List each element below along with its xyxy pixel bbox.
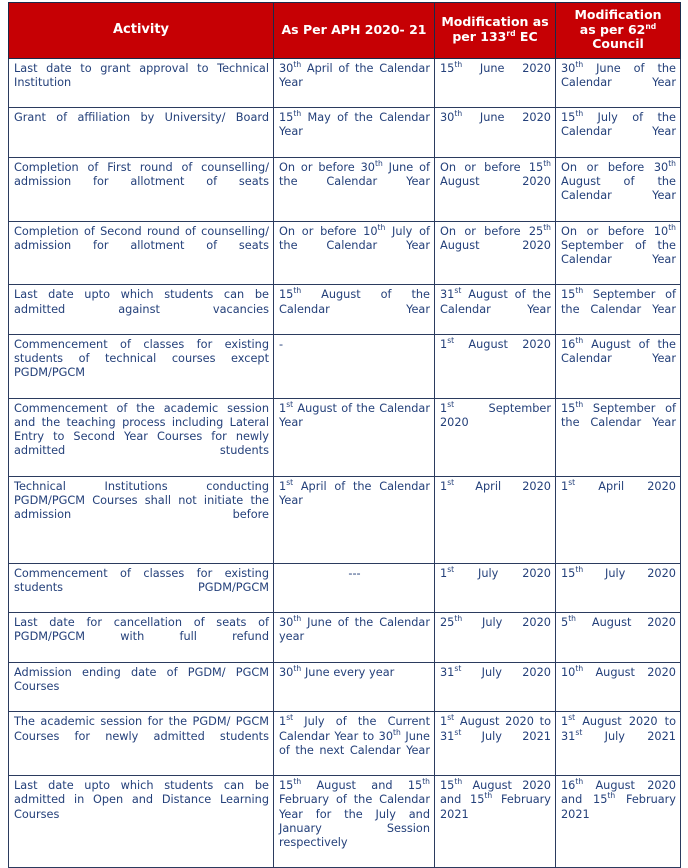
header-row [9, 3, 681, 59]
ordinal-suffix: st [454, 727, 462, 737]
table-row [9, 476, 681, 563]
ordinal-suffix: th [293, 59, 302, 69]
ordinal-suffix: th [575, 286, 584, 296]
cell-modification-133rd-ec: 31st July 2020 [435, 662, 556, 712]
ordinal-suffix: st [454, 286, 462, 296]
column-header-ec-line2-pre: per 133 [452, 28, 507, 44]
ordinal-suffix: st [447, 478, 455, 488]
cell-modification-133rd-ec: 25th July 2020 [435, 613, 556, 663]
cell-modification-133rd-ec: On or before 15th August 2020 [435, 157, 556, 221]
cell-activity: Commencement of the academic session and the teaching process including Lateral Entry to Second Year Courses for newly admitted students [9, 398, 274, 476]
cell-aph: --- [274, 563, 435, 613]
ordinal-suffix: th [454, 777, 463, 787]
cell-activity: Last date to grant approval to Technical Institution [9, 58, 274, 108]
cell-aph: 15th May of the Calendar Year [274, 108, 435, 158]
cell-activity: Last date for cancellation of seats of PGDM/PGCM with full refund [9, 613, 274, 663]
cell-modification-133rd-ec: 1st July 2020 [435, 563, 556, 613]
cell-modification-62nd-council: On or before 10th September of the Calendar Year [556, 221, 681, 285]
cell-modification-133rd-ec: On or before 25th August 2020 [435, 221, 556, 285]
cell-aph: - [274, 334, 435, 398]
cell-activity: Admission ending date of PGDM/ PGCM Courses [9, 662, 274, 712]
column-header-ec [435, 3, 556, 59]
cell-modification-62nd-council: 16th August 2020 and 15th February 2021 [556, 776, 681, 868]
ordinal-suffix: th [454, 109, 463, 119]
cell-modification-133rd-ec: 1st April 2020 [435, 476, 556, 563]
ordinal-suffix: th [393, 727, 401, 737]
column-header-aph-line1: As Per APH 2020- [281, 21, 405, 37]
ordinal-suffix: th [543, 222, 551, 232]
table-row [9, 563, 681, 613]
ordinal-suffix: th [377, 222, 386, 232]
table-row [9, 398, 681, 476]
ordinal-suffix: th [607, 791, 616, 801]
ordinal-suffix: st [447, 400, 455, 409]
column-header-activity: Activity [9, 3, 274, 59]
cell-activity: Commencement of classes for existing students of technical courses except PGDM/PGCM [9, 334, 274, 398]
table-row [9, 108, 681, 158]
table-row [9, 712, 681, 776]
ordinal-suffix: th [293, 664, 302, 674]
table-row [9, 58, 681, 108]
cell-activity: Completion of First round of counselling/ admission for allotment of seats [9, 157, 274, 221]
ordinal-suffix: st [568, 713, 576, 723]
cell-aph: 15th August and 15th February of the Calendar Year for the July and January Session respectively [274, 776, 435, 868]
cell-modification-62nd-council: 16th August of the Calendar Year [556, 334, 681, 398]
cell-aph: 30th April of the Calendar Year [274, 58, 435, 108]
ordinal-suffix: st [575, 727, 583, 737]
cell-activity: Completion of Second round of counselling/ admission for allotment of seats [9, 221, 274, 285]
cell-modification-62nd-council: On or before 30th August of the Calendar Year [556, 157, 681, 221]
table-row [9, 157, 681, 221]
cell-modification-133rd-ec: 15th August 2020 and 15th February 2021 [435, 776, 556, 868]
ordinal-suffix: th [374, 158, 383, 168]
cell-modification-133rd-ec: 31st August of the Calendar Year [435, 285, 556, 335]
column-header-council-line1: Modification [574, 7, 662, 22]
cell-aph: 1st July of the Current Calendar Year to 30th June of the next Calendar Year [274, 712, 435, 776]
cell-aph: 1st August of the Calendar Year [274, 398, 435, 476]
ordinal-suffix: st [447, 564, 455, 574]
cell-aph: 1st April of the Calendar Year [274, 476, 435, 563]
table-row [9, 285, 681, 335]
cell-modification-133rd-ec: 30th June 2020 [435, 108, 556, 158]
ordinal-suffix: th [484, 791, 493, 801]
ordinal-suffix: th [575, 564, 584, 574]
ordinal-suffix: th [293, 777, 302, 787]
ordinal-suffix: th [575, 59, 584, 69]
cell-activity: Last date upto which students can be admitted in Open and Distance Learning Courses [9, 776, 274, 868]
ordinal-suffix: th [293, 286, 302, 296]
ordinal-suffix: st [286, 478, 294, 488]
ordinal-suffix: th [668, 158, 676, 168]
ordinal-suffix: st [286, 713, 294, 723]
ordinal-suffix: th [422, 777, 430, 787]
column-header-aph [274, 3, 435, 59]
cell-aph: On or before 10th July of the Calendar Year [274, 221, 435, 285]
ordinal-suffix: st [286, 400, 294, 409]
ordinal-suffix: th [293, 614, 302, 624]
column-header-council-line3: Council [592, 36, 644, 51]
ordinal-suffix: th [668, 222, 676, 232]
ordinal-suffix: th [543, 158, 551, 168]
ordinal-suffix: th [575, 777, 584, 787]
table-body [9, 58, 681, 868]
ordinal-suffix: st [447, 713, 455, 723]
cell-modification-133rd-ec: 1st September 2020 [435, 398, 556, 476]
cell-aph: 30th June of the Calendar year [274, 613, 435, 663]
cell-aph: 30th June every year [274, 662, 435, 712]
ordinal-suffix: st [454, 664, 462, 674]
table-row [9, 221, 681, 285]
column-header-ec-line1: Modification as [441, 14, 549, 30]
cell-aph: On or before 30th June of the Calendar Year [274, 157, 435, 221]
ordinal-suffix: st [568, 478, 576, 488]
cell-aph: 15th August of the Calendar Year [274, 285, 435, 335]
cell-modification-62nd-council: 15th July of the Calendar Year [556, 108, 681, 158]
cell-modification-62nd-council: 15th September of the Calendar Year [556, 285, 681, 335]
cell-modification-62nd-council: 5th August 2020 [556, 613, 681, 663]
table-row [9, 776, 681, 868]
cell-modification-62nd-council: 1st August 2020 to 31st July 2021 [556, 712, 681, 776]
cell-activity: The academic session for the PGDM/ PGCM Courses for newly admitted students [9, 712, 274, 776]
cell-activity: Last date upto which students can be admitted against vacancies [9, 285, 274, 335]
ordinal-suffix: th [293, 109, 302, 119]
table-header [9, 3, 681, 59]
cell-modification-62nd-council: 30th June of the Calendar Year [556, 58, 681, 108]
ordinal-suffix: th [575, 400, 584, 409]
cell-modification-133rd-ec: 15th June 2020 [435, 58, 556, 108]
table-row [9, 613, 681, 663]
ordinal-suffix: st [447, 336, 455, 346]
cell-modification-62nd-council: 1st April 2020 [556, 476, 681, 563]
cell-modification-133rd-ec: 1st August 2020 to 31st July 2021 [435, 712, 556, 776]
academic-schedule-table [8, 2, 681, 868]
column-header-ec-ordinal: rd [506, 28, 516, 38]
table-row [9, 662, 681, 712]
ordinal-suffix: th [454, 614, 463, 624]
column-header-aph-line2: 21 [409, 21, 427, 37]
cell-modification-62nd-council: 15th July 2020 [556, 563, 681, 613]
ordinal-suffix: th [575, 109, 584, 119]
table-row [9, 334, 681, 398]
ordinal-suffix: th [454, 59, 463, 69]
column-header-council [556, 3, 681, 59]
column-header-council-ordinal: nd [645, 21, 657, 31]
cell-modification-62nd-council: 15th September of the Calendar Year [556, 398, 681, 476]
ordinal-suffix: th [575, 336, 584, 346]
ordinal-suffix: th [568, 614, 576, 624]
cell-modification-62nd-council: 10th August 2020 [556, 662, 681, 712]
ordinal-suffix: th [575, 664, 584, 674]
column-header-council-line2-pre: as per 62 [579, 21, 646, 37]
cell-activity: Grant of affiliation by University/ Board [9, 108, 274, 158]
cell-activity: Technical Institutions conducting PGDM/PGCM Courses shall not initiate the admission before [9, 476, 274, 563]
column-header-ec-line2-post: EC [515, 28, 538, 44]
cell-activity: Commencement of classes for existing students PGDM/PGCM [9, 563, 274, 613]
cell-modification-133rd-ec: 1st August 2020 [435, 334, 556, 398]
